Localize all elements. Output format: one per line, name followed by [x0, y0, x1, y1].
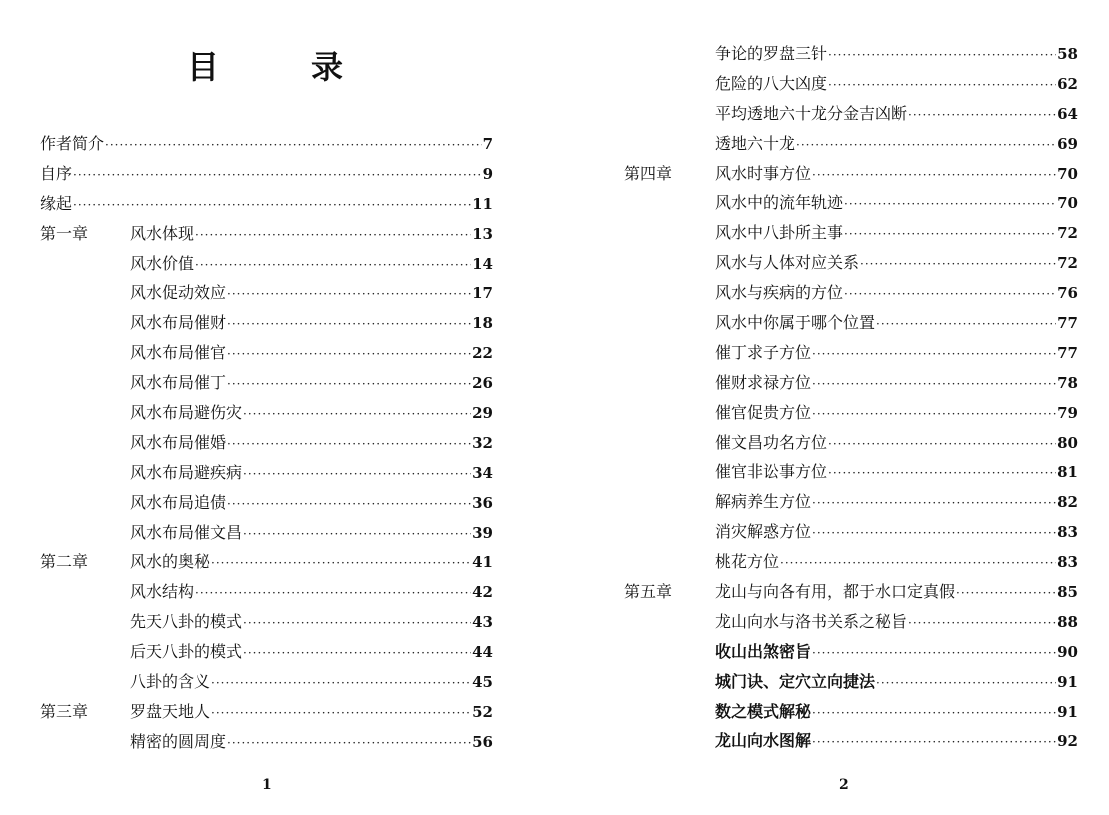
entry-title: 龙山与向各有用，都于水口定真假	[715, 582, 956, 602]
entry-page-number: 42	[472, 583, 493, 602]
entry-page-number: 78	[1057, 373, 1078, 392]
toc-entry-line	[130, 577, 493, 609]
entry-page-number: 82	[1057, 493, 1078, 512]
entry-title: 八卦的含义	[130, 672, 211, 692]
toc-entry	[0, 428, 555, 458]
entry-page-number: 29	[472, 404, 493, 423]
toc-entry-line	[715, 308, 1078, 340]
chapter-label: 第四章	[624, 163, 673, 183]
entry-title: 城门诀、定穴立向捷法	[715, 671, 876, 691]
toc-entry	[555, 457, 1109, 487]
chapter-label: 第三章	[40, 701, 89, 721]
toc-entry	[555, 517, 1109, 547]
dot-leader	[796, 131, 1056, 161]
dot-leader	[844, 280, 1056, 310]
toc-entry	[555, 159, 1109, 189]
entry-title: 透地六十龙	[715, 133, 796, 153]
entry-page-number: 62	[1057, 74, 1078, 93]
toc-entry-line	[715, 368, 1078, 400]
dot-leader	[227, 490, 471, 520]
entry-page-number: 56	[472, 732, 493, 751]
toc-entry-line	[715, 159, 1078, 191]
toc-entry	[555, 69, 1109, 99]
entry-title: 缘起	[40, 193, 73, 213]
entry-title: 风水布局催官	[130, 343, 227, 363]
entry-page-number: 64	[1057, 104, 1078, 123]
toc-entry-line	[130, 338, 493, 370]
toc-entry	[0, 129, 555, 159]
entry-page-number: 41	[472, 553, 493, 572]
dot-leader	[828, 430, 1056, 460]
toc-entry-line	[715, 39, 1078, 71]
toc-entry	[555, 398, 1109, 428]
dot-leader	[211, 699, 471, 729]
toc-entry	[0, 727, 555, 757]
entry-title: 风水与疾病的方位	[715, 283, 844, 303]
entry-title: 后天八卦的模式	[130, 642, 243, 662]
entry-title: 风水结构	[130, 582, 195, 602]
toc-entry-line	[715, 667, 1078, 699]
dot-leader	[908, 609, 1056, 639]
dot-leader	[956, 579, 1056, 609]
entry-title: 催文昌功名方位	[715, 432, 828, 452]
toc-entry-line	[715, 517, 1078, 549]
toc-entry-line	[130, 398, 493, 430]
dot-leader	[780, 549, 1056, 579]
toc-entry-line	[130, 488, 493, 520]
toc-entry-line	[715, 99, 1078, 131]
page-number-right: 2	[839, 777, 849, 793]
dot-leader	[211, 669, 471, 699]
entry-page-number: 92	[1057, 732, 1078, 751]
entry-title: 风水时事方位	[715, 163, 812, 183]
entry-title: 平均透地六十龙分金吉凶断	[715, 103, 908, 123]
entry-page-number: 90	[1057, 642, 1078, 661]
entry-title: 催官促贵方位	[715, 402, 812, 422]
toc-entry	[555, 697, 1109, 727]
dot-leader	[243, 460, 471, 490]
toc-entry	[555, 129, 1109, 159]
entry-page-number: 39	[472, 523, 493, 542]
toc-entry-line	[130, 308, 493, 340]
toc-entry	[555, 577, 1109, 607]
entry-page-number: 91	[1057, 672, 1078, 691]
toc-entry-line	[130, 667, 493, 699]
toc-entry-line	[40, 129, 493, 161]
dot-leader	[812, 489, 1056, 519]
toc-entry	[0, 637, 555, 667]
toc-entry	[0, 189, 555, 219]
dot-leader	[828, 41, 1056, 71]
dot-leader	[812, 728, 1056, 758]
toc-entry	[555, 278, 1109, 308]
entry-page-number: 77	[1057, 314, 1078, 333]
toc-entry	[0, 518, 555, 548]
entry-page-number: 22	[472, 344, 493, 363]
entry-title: 罗盘天地人	[130, 701, 211, 721]
entry-title: 风水布局催婚	[130, 432, 227, 452]
toc-entry	[0, 159, 555, 189]
entry-page-number: 80	[1057, 433, 1078, 452]
dot-leader	[227, 370, 471, 400]
entry-page-number: 36	[472, 493, 493, 512]
toc-entry	[0, 488, 555, 518]
dot-leader	[211, 549, 471, 579]
dot-leader	[195, 579, 471, 609]
toc-entry-line	[130, 368, 493, 400]
toc-entry	[555, 487, 1109, 517]
dot-leader	[105, 131, 482, 161]
toc-entry-line	[715, 69, 1078, 101]
entry-page-number: 9	[482, 164, 493, 183]
toc-entry-line	[715, 607, 1078, 639]
entry-title: 风水与人体对应关系	[715, 253, 860, 273]
entry-title: 风水布局避伤灾	[130, 403, 243, 423]
dot-leader	[876, 310, 1056, 340]
toc-list-left	[0, 129, 555, 757]
toc-entry-line	[715, 398, 1078, 430]
dot-leader	[243, 639, 471, 669]
entry-page-number: 26	[472, 374, 493, 393]
toc-entry-line	[130, 458, 493, 490]
entry-page-number: 70	[1057, 194, 1078, 213]
toc-entry-line	[715, 428, 1078, 460]
toc-entry-line	[130, 219, 493, 251]
dot-leader	[812, 639, 1056, 669]
entry-page-number: 72	[1057, 224, 1078, 243]
toc-entry	[555, 308, 1109, 338]
entry-title: 风水体现	[130, 223, 195, 243]
dot-leader	[195, 221, 471, 251]
entry-page-number: 76	[1057, 284, 1078, 303]
toc-entry	[0, 338, 555, 368]
entry-page-number: 83	[1057, 553, 1078, 572]
toc-entry	[555, 667, 1109, 697]
toc-entry	[0, 607, 555, 637]
toc-entry-line	[715, 547, 1078, 579]
entry-page-number: 91	[1057, 702, 1078, 721]
entry-title: 收山出煞密旨	[715, 641, 812, 661]
toc-entry-line	[130, 278, 493, 310]
toc-entry	[0, 278, 555, 308]
entry-title: 催官非讼事方位	[715, 462, 828, 482]
page-number-left: 1	[262, 777, 272, 793]
entry-page-number: 52	[472, 702, 493, 721]
entry-title: 催丁求子方位	[715, 342, 812, 362]
entry-page-number: 13	[472, 224, 493, 243]
dot-leader	[73, 161, 482, 191]
dot-leader	[812, 370, 1056, 400]
toc-entry	[555, 248, 1109, 278]
entry-page-number: 79	[1057, 403, 1078, 422]
toc-entry-line	[715, 726, 1078, 758]
toc-entry-line	[130, 518, 493, 550]
entry-title: 风水促动效应	[130, 283, 227, 303]
entry-title: 作者简介	[40, 134, 105, 153]
page-title: 目 录	[186, 48, 373, 86]
dot-leader	[243, 609, 471, 639]
toc-entry	[0, 547, 555, 577]
entry-title: 桃花方位	[715, 552, 780, 572]
dot-leader	[812, 400, 1056, 430]
toc-entry	[555, 368, 1109, 398]
entry-title: 解病养生方位	[715, 492, 812, 512]
dot-leader	[227, 280, 471, 310]
entry-page-number: 17	[472, 284, 493, 303]
toc-entry-line	[715, 577, 1078, 609]
toc-entry	[555, 428, 1109, 458]
dot-leader	[908, 101, 1056, 131]
dot-leader	[227, 430, 471, 460]
entry-page-number: 7	[482, 135, 493, 153]
dot-leader	[860, 250, 1056, 280]
toc-entry	[555, 39, 1109, 69]
toc-entry	[555, 338, 1109, 368]
toc-entry	[555, 218, 1109, 248]
toc-entry	[555, 188, 1109, 218]
toc-entry-line	[130, 547, 493, 579]
entry-page-number: 77	[1057, 343, 1078, 362]
dot-leader	[243, 520, 471, 550]
toc-entry	[0, 368, 555, 398]
entry-title: 龙山向水图解	[715, 731, 812, 751]
toc-entry-line	[715, 487, 1078, 519]
toc-entry-line	[715, 637, 1078, 669]
dot-leader	[227, 729, 471, 759]
toc-entry	[0, 577, 555, 607]
entry-page-number: 72	[1057, 254, 1078, 273]
dot-leader	[812, 699, 1056, 729]
toc-entry	[0, 458, 555, 488]
entry-title: 风水的奥秘	[130, 552, 211, 572]
toc-list-right	[555, 39, 1109, 756]
dot-leader	[812, 519, 1056, 549]
right-page	[555, 0, 1109, 815]
entry-title: 风水布局避疾病	[130, 462, 243, 482]
entry-page-number: 34	[472, 463, 493, 482]
entry-title: 催财求禄方位	[715, 372, 812, 392]
entry-page-number: 81	[1057, 463, 1078, 482]
toc-entry	[0, 249, 555, 279]
dot-leader	[876, 669, 1056, 699]
entry-page-number: 45	[472, 673, 493, 692]
entry-page-number: 43	[472, 613, 493, 632]
toc-entry-line	[130, 249, 493, 281]
entry-title: 危险的八大凶度	[715, 73, 828, 93]
dot-leader	[195, 251, 471, 281]
dot-leader	[73, 191, 471, 221]
toc-entry-line	[40, 189, 493, 221]
chapter-label: 第一章	[40, 223, 89, 243]
entry-page-number: 83	[1057, 523, 1078, 542]
entry-page-number: 69	[1057, 134, 1078, 153]
dot-leader	[227, 340, 471, 370]
chapter-label: 第五章	[624, 582, 673, 602]
dot-leader	[243, 400, 471, 430]
dot-leader	[812, 340, 1056, 370]
toc-entry-line	[130, 607, 493, 639]
entry-title: 风水布局催丁	[130, 373, 227, 393]
entry-page-number: 18	[472, 314, 493, 333]
toc-entry-line	[715, 129, 1078, 161]
entry-page-number: 70	[1057, 164, 1078, 183]
toc-entry-line	[130, 697, 493, 729]
toc-entry-line	[40, 159, 493, 191]
entry-page-number: 88	[1057, 612, 1078, 631]
entry-title: 先天八卦的模式	[130, 612, 243, 632]
entry-title: 龙山向水与洛书关系之秘旨	[715, 611, 908, 631]
toc-entry	[555, 547, 1109, 577]
dot-leader	[227, 310, 471, 340]
toc-entry-line	[130, 727, 493, 759]
entry-page-number: 44	[472, 643, 493, 662]
entry-title: 风水中的流年轨迹	[715, 193, 844, 213]
dot-leader	[844, 220, 1056, 250]
entry-title: 风水布局催文昌	[130, 522, 243, 542]
toc-entry-line	[715, 188, 1078, 220]
toc-entry	[0, 697, 555, 727]
entry-title: 自序	[40, 163, 73, 183]
entry-title: 风水价值	[130, 253, 195, 273]
toc-entry-line	[715, 457, 1078, 489]
toc-entry	[0, 667, 555, 697]
entry-title: 争论的罗盘三针	[715, 44, 828, 63]
entry-page-number: 32	[472, 433, 493, 452]
chapter-label: 第二章	[40, 552, 89, 572]
dot-leader	[828, 71, 1056, 101]
entry-page-number: 58	[1057, 45, 1078, 63]
entry-title: 风水中八卦所主事	[715, 223, 844, 243]
entry-title: 数之模式解秘	[715, 701, 812, 721]
entry-page-number: 85	[1057, 583, 1078, 602]
entry-title: 消灾解惑方位	[715, 522, 812, 542]
entry-title: 风水中你属于哪个位置	[715, 313, 876, 333]
toc-entry	[555, 607, 1109, 637]
entry-page-number: 11	[472, 194, 493, 213]
toc-entry-line	[130, 428, 493, 460]
toc-entry	[0, 219, 555, 249]
toc-entry-line	[715, 218, 1078, 250]
toc-entry	[0, 398, 555, 428]
dot-leader	[828, 459, 1056, 489]
dot-leader	[812, 161, 1056, 191]
toc-entry-line	[130, 637, 493, 669]
toc-entry-line	[715, 697, 1078, 729]
toc-entry	[0, 308, 555, 338]
toc-entry-line	[715, 338, 1078, 370]
dot-leader	[844, 190, 1056, 220]
toc-entry	[555, 637, 1109, 667]
entry-title: 风水布局追债	[130, 492, 227, 512]
toc-entry-line	[715, 248, 1078, 280]
toc-entry	[555, 726, 1109, 756]
toc-entry	[555, 99, 1109, 129]
entry-title: 风水布局催财	[130, 313, 227, 333]
entry-title: 精密的圆周度	[130, 731, 227, 751]
entry-page-number: 14	[472, 254, 493, 273]
toc-entry-line	[715, 278, 1078, 310]
